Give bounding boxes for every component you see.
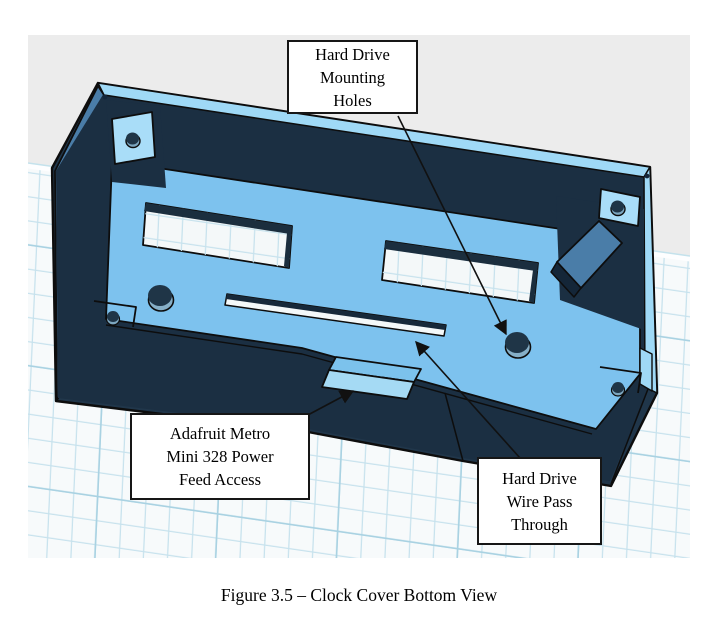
- figure-caption: Figure 3.5 – Clock Cover Bottom View: [220, 585, 498, 605]
- corner-post-top-left: [106, 100, 166, 188]
- callout-line: Mini 328 Power: [166, 447, 274, 466]
- callout-line: Holes: [333, 90, 372, 110]
- bottom-right-rim: [640, 348, 652, 391]
- callout-line: Mounting: [319, 67, 386, 87]
- callout-line: Hard Drive: [502, 468, 577, 488]
- callout-line: Wire Pass: [506, 491, 573, 511]
- callout-line: Through: [511, 514, 568, 534]
- callout-wire-pass: [477, 457, 602, 545]
- callout-mounting-holes: [287, 40, 418, 114]
- callout-line: Feed Access: [178, 470, 262, 489]
- rim-hole-left: [103, 95, 108, 100]
- rim-hole-right: [645, 174, 650, 179]
- callout-power-feed: [130, 413, 310, 500]
- callout-line: Adafruit Metro: [169, 424, 271, 443]
- callout-line: Hard Drive: [315, 44, 390, 64]
